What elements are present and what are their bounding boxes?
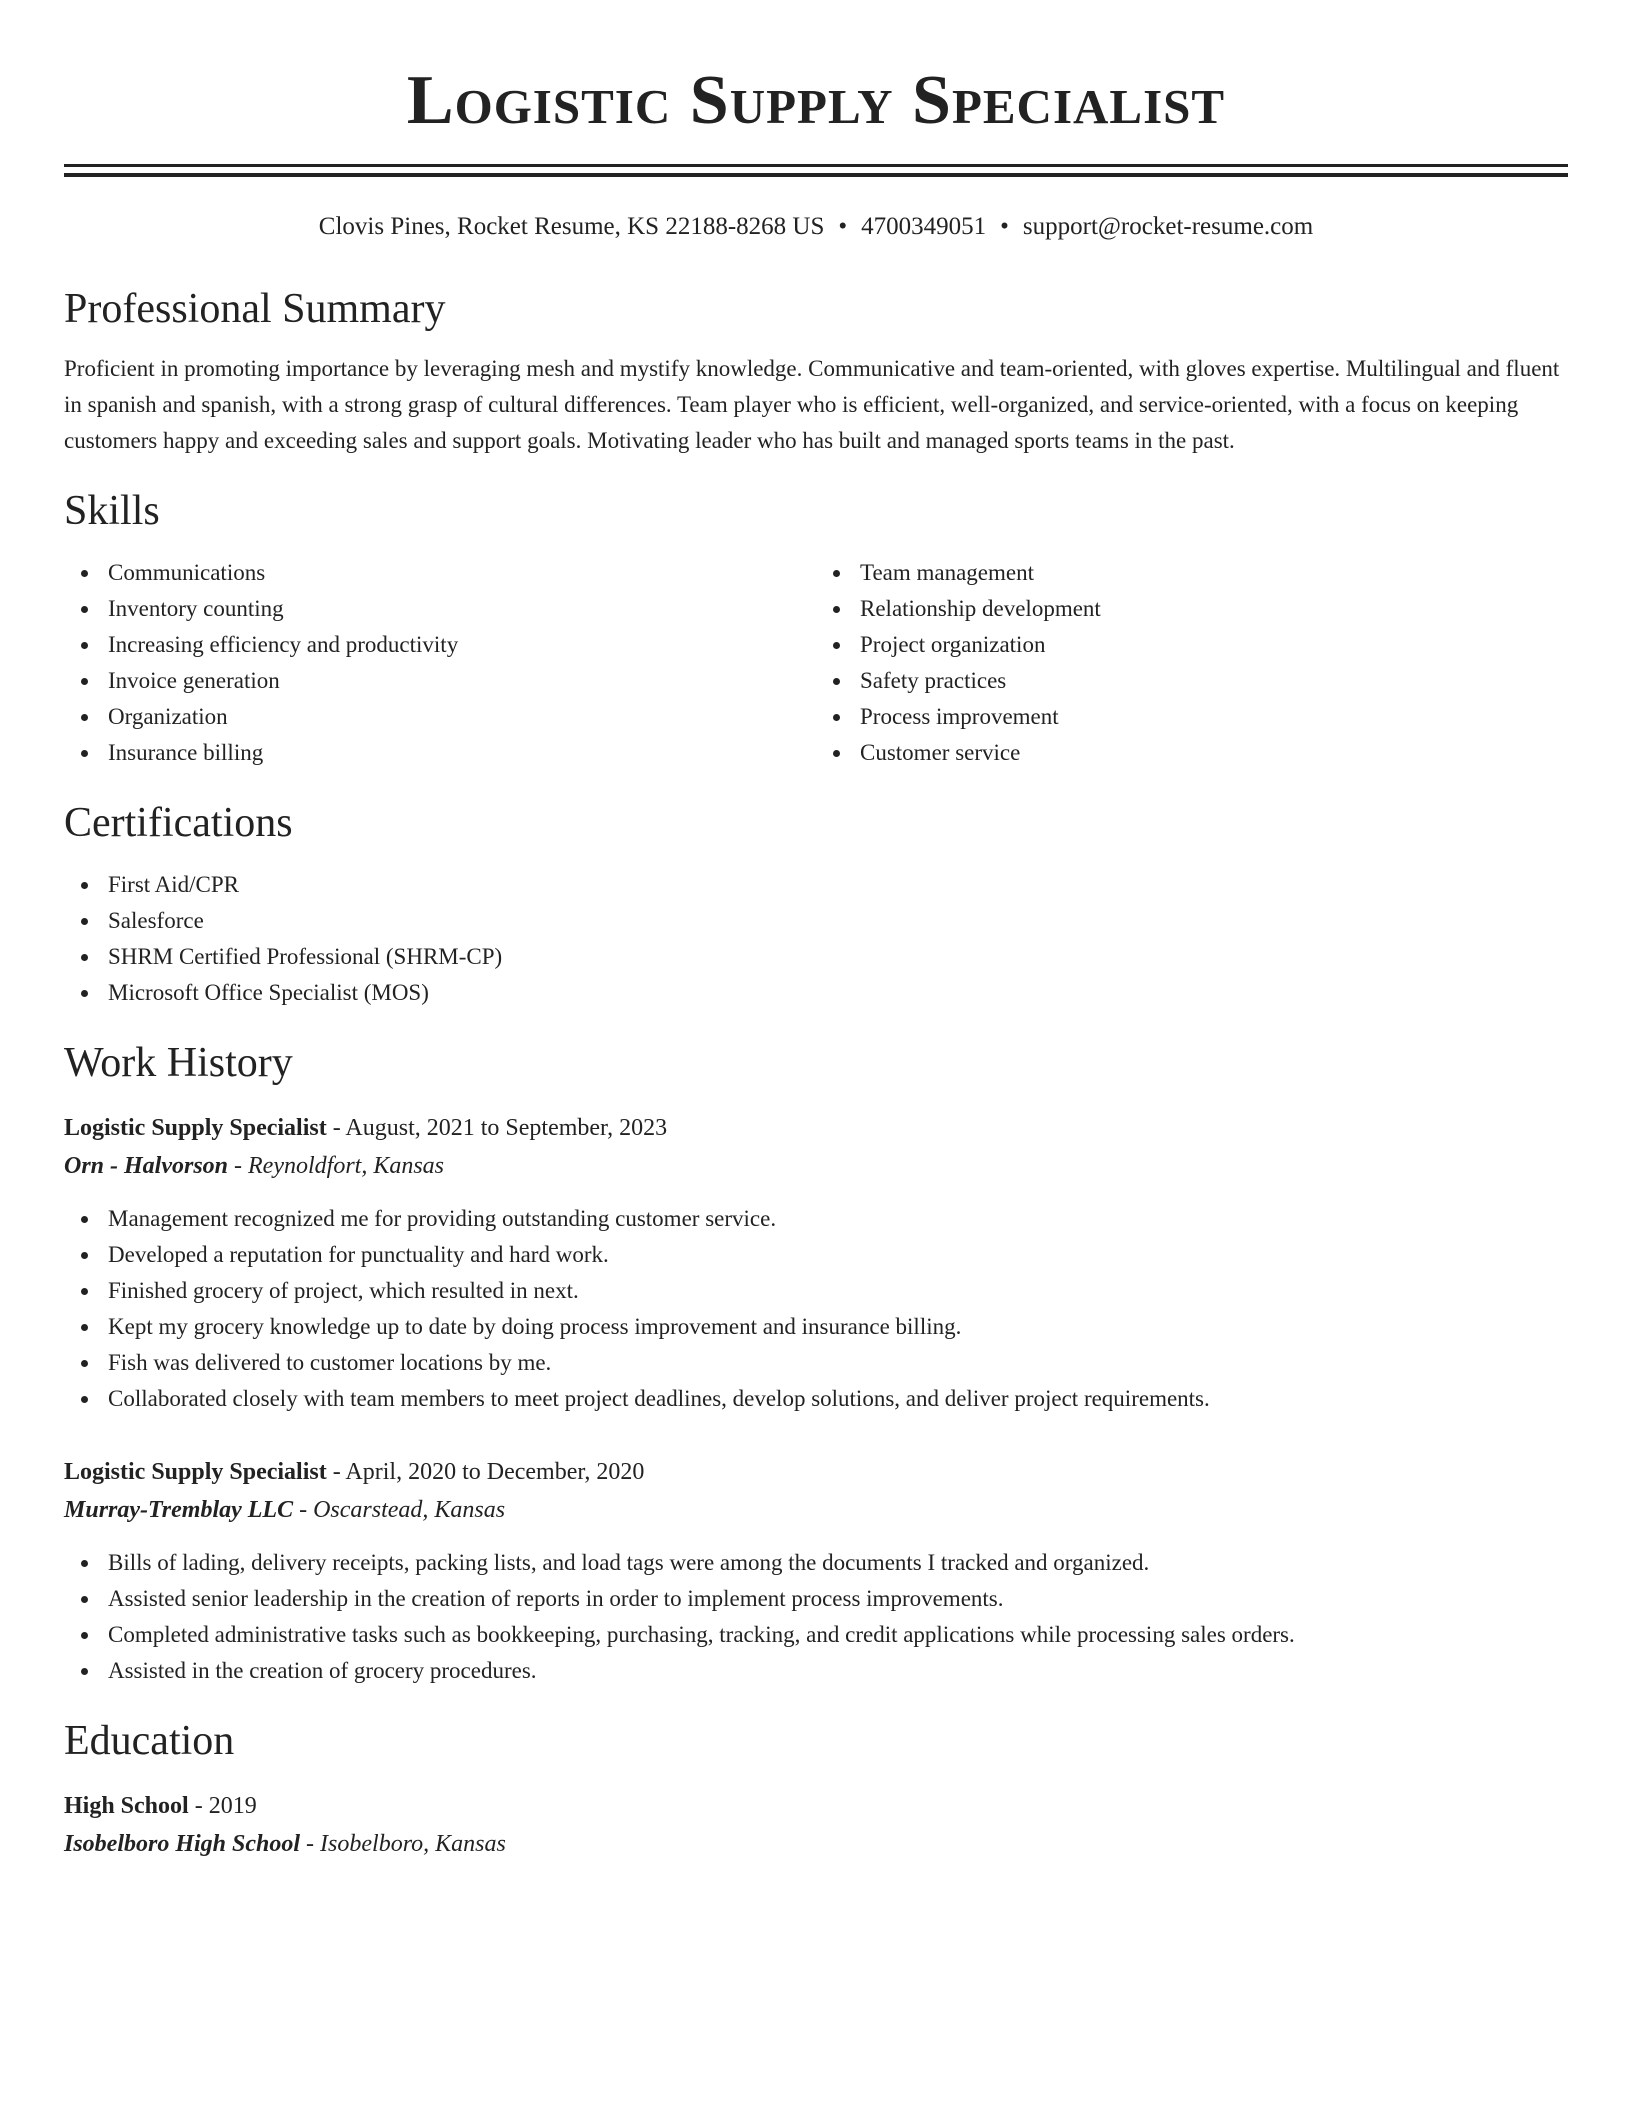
- job-bullet: Kept my grocery knowledge up to date by doing process improvement and insurance billing.: [108, 1309, 1568, 1345]
- job-bullets: [64, 1545, 1568, 1689]
- job-bullet: Assisted in the creation of grocery procedures.: [108, 1653, 1568, 1689]
- summary-text: Proficient in promoting importance by leveraging mesh and mystify knowledge. Communicative and team-oriented, with gloves expertise. Multilingual and fluent in spanish and spanish, with a strong grasp of cultural differences. Team player who is efficient, well-organized, and service-oriented, with a focus on keeping customers happy and exceeding sales and support goals. Motivating leader who has built and managed sports teams in the past.: [64, 356, 1560, 453]
- contact-separator: •: [1000, 213, 1009, 240]
- education-school-line: [64, 1825, 1568, 1863]
- contact-line: [64, 211, 1568, 243]
- section-title-summary: Professional Summary: [64, 286, 446, 332]
- contact-address: Clovis Pines, Rocket Resume, KS 22188-8268 US: [318, 213, 825, 240]
- job-location: - Oscarstead, Kansas: [293, 1497, 506, 1523]
- resume-page: [64, 0, 1568, 1863]
- job-company: Murray-Tremblay LLC: [64, 1497, 294, 1523]
- job-bullet: Bills of lading, delivery receipts, packing lists, and load tags were among the documents I tracked and organized.: [108, 1545, 1568, 1581]
- section-title-education: Education: [64, 1718, 235, 1764]
- education-entry: [64, 1787, 1568, 1863]
- skill-item: Insurance billing: [108, 735, 816, 771]
- header-rule-top: [64, 164, 1568, 167]
- job-bullet: Fish was delivered to customer locations by me.: [108, 1345, 1568, 1381]
- resume-name: Logistic Supply Specialist: [406, 62, 1226, 139]
- skill-item: Process improvement: [860, 699, 1568, 735]
- skill-item: Inventory counting: [108, 591, 816, 627]
- education-degree: High School: [64, 1793, 189, 1819]
- skill-item: Project organization: [860, 627, 1568, 663]
- job-company: Orn - Halvorson: [64, 1153, 229, 1179]
- section-title-certifications: Certifications: [64, 800, 293, 846]
- job-dates: - April, 2020 to December, 2020: [326, 1459, 645, 1485]
- skill-item: Increasing efficiency and productivity: [108, 627, 816, 663]
- skill-item: Team management: [860, 555, 1568, 591]
- certification-item: Salesforce: [108, 903, 1568, 939]
- education-year: - 2019: [188, 1793, 257, 1819]
- job-entry: [64, 1453, 1568, 1689]
- education-school: Isobelboro High School: [64, 1831, 301, 1857]
- skill-item: Organization: [108, 699, 816, 735]
- job-bullet: Developed a reputation for punctuality and hard work.: [108, 1237, 1568, 1273]
- skills-list-left: [64, 555, 816, 771]
- job-bullet: Collaborated closely with team members to meet project deadlines, develop solutions, and deliver project requirements.: [108, 1381, 1568, 1417]
- job-bullet: Finished grocery of project, which resulted in next.: [108, 1273, 1568, 1309]
- header-rule-bottom: [64, 173, 1568, 177]
- contact-email: support@rocket-resume.com: [1022, 213, 1314, 240]
- education-location: - Isobelboro, Kansas: [300, 1831, 506, 1857]
- job-title: Logistic Supply Specialist: [64, 1115, 327, 1141]
- education-degree-line: [64, 1787, 1568, 1825]
- job-bullets: [64, 1201, 1568, 1417]
- job-entry: [64, 1109, 1568, 1417]
- skills-list-right: [816, 555, 1568, 771]
- job-title: Logistic Supply Specialist: [64, 1459, 327, 1485]
- job-dates: - August, 2021 to September, 2023: [326, 1115, 668, 1141]
- certifications-list: [64, 867, 1568, 1011]
- certification-item: SHRM Certified Professional (SHRM-CP): [108, 939, 1568, 975]
- contact-separator: •: [838, 213, 848, 240]
- certification-item: Microsoft Office Specialist (MOS): [108, 975, 1568, 1011]
- job-title-line: [64, 1109, 1568, 1147]
- job-bullet: Management recognized me for providing outstanding customer service.: [108, 1201, 1568, 1237]
- section-title-skills: Skills: [64, 488, 160, 534]
- job-title-line: [64, 1453, 1568, 1491]
- job-bullet: Completed administrative tasks such as bookkeeping, purchasing, tracking, and credit applications while processing sales orders.: [108, 1617, 1568, 1653]
- skill-item: Relationship development: [860, 591, 1568, 627]
- contact-phone: 4700349051: [861, 213, 987, 240]
- certification-item: First Aid/CPR: [108, 867, 1568, 903]
- job-location: - Reynoldfort, Kansas: [228, 1153, 445, 1179]
- skill-item: Customer service: [860, 735, 1568, 771]
- job-company-line: [64, 1147, 1568, 1185]
- job-bullet: Assisted senior leadership in the creation of reports in order to implement process improvements.: [108, 1581, 1568, 1617]
- skill-item: Invoice generation: [108, 663, 816, 699]
- skill-item: Safety practices: [860, 663, 1568, 699]
- section-title-work-history: Work History: [64, 1040, 293, 1086]
- skill-item: Communications: [108, 555, 816, 591]
- skills-columns: [64, 555, 1568, 771]
- job-company-line: [64, 1491, 1568, 1529]
